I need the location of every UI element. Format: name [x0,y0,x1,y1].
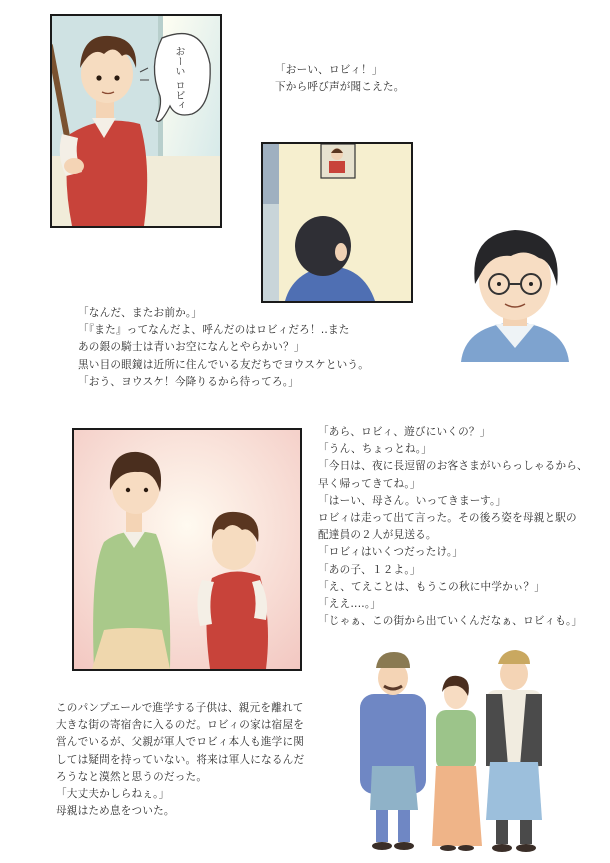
narration-line: 「ええ‥‥。」 [318,598,382,611]
narration-line: このパンプエールで進学する子供は、親元を離れて [56,702,304,714]
narration-line: 「じゃぁ、この街から出ていくんだなぁ、ロビィも。」 [318,615,583,628]
panel-mother-and-robbie [72,428,302,671]
narration-line: 配達員の２人が見送る。 [318,529,437,542]
narration-line: 「うん、ちょっとね。」 [318,443,433,456]
narration-line: 黒い目の眼鏡は近所に住んでいる友だちでヨウスケという。 [78,358,370,371]
narration-block-4 [56,700,304,820]
narration-line: 大きな街の寄宿舎に入るのだ。ロビィの家は宿屋を [56,719,305,732]
narration-line: 「あの子、１２よ。」 [318,563,421,576]
narration-line: 「大丈夫かしらねぇ。」 [56,788,170,801]
narration-line: 「ロビィはいくつだったけ。」 [318,546,464,559]
narration-line: しては疑問を持っていない。将来は軍人になるんだ [56,753,305,766]
narration-line: 「はーい、母さん。いってきまーす。」 [318,494,507,507]
narration-line: 「え、てえことは、もうこの秋に中学かぃ？」 [318,580,546,593]
narration-block-3 [318,424,588,630]
yousuke-portrait [455,214,575,362]
narration-line: 早く帰ってきてね。」 [318,477,421,490]
narration-line: 営んでいるが、父親が軍人でロビィ本人も進学に関 [56,736,305,749]
narration-line: 「あら、ロビィ、遊びにいくの？」 [318,426,491,438]
narration-line: 「なんだ、またお前か。」 [78,307,203,319]
three-adults-standing [352,650,552,855]
narration-line: あの銀の騎士は青いお空になんとやらかい？」 [78,341,305,354]
panel-boy-at-window [50,14,222,228]
narration-block-2 [78,305,369,391]
yousuke-back-illustration [263,144,411,301]
narration-block-1 [275,62,405,96]
three-adults-illustration [352,650,552,855]
narration-line: 「おう、ヨウスケ！今降りるから待ってろ。」 [78,375,300,388]
speech-bubble-text: おーい ロビィ [173,46,184,111]
narration-line: 下から呼び声が聞こえた。 [275,81,405,94]
narration-line: ロビィは走って出て言った。その後ろ姿を母親と駅の [318,512,577,525]
mother-and-robbie-illustration [74,430,300,669]
narration-line: ろうなと漠然と思うのだった。 [56,770,208,783]
narration-line: 「今日は、夜に長逗留のお客さまがいらっしゃるから、 [318,460,588,473]
boy-at-window-illustration [52,16,220,226]
narration-line: 母親はため息をついた。 [56,805,175,818]
panel-yousuke-looking-up [261,142,413,303]
narration-line: 「『また』ってなんだよ、呼んだのはロビィだろ！‥また [78,324,350,337]
narration-line: 「おーい、ロビィ！」 [275,64,383,76]
yousuke-portrait-illustration [455,214,575,362]
